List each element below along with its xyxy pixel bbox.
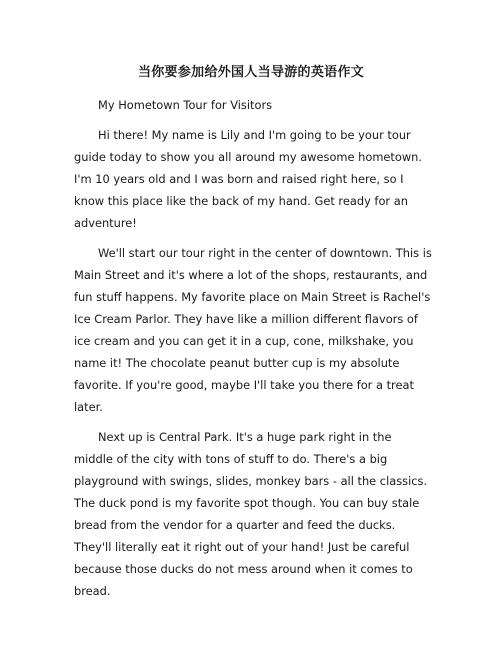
paragraph-main-street: We'll start our tour right in the center of downtown. This is Main Street and it's where a lot of the shops, restaurants, and fun stuff happens. My favorite place on Main Street is Rachel's Ice Cream Parlor. They have like a million different flavors of ice cream and you can get it in a cup, cone, milkshake, you name it! The chocolate peanut butter cup is my absolute favorite. If you're good, maybe I'll take you there for a treat later. xyxy=(74,246,432,414)
document-body xyxy=(74,94,434,610)
document-title: 当你要参加给外国人当导游的英语作文 xyxy=(137,65,365,80)
paragraph-intro: Hi there! My name is Lily and I'm going to be your tour guide today to show you all around my awesome hometown. I'm 10 years old and I was born and raised right here, so I know this place like the back of my hand. Get ready for an adventure! xyxy=(74,128,423,230)
essay-title: My Hometown Tour for Visitors xyxy=(98,98,273,112)
paragraph-central-park: Next up is Central Park. It's a huge park right in the middle of the city with tons of stuff to do. There's a big playground with swings, slides, monkey bars - all the classics. The duck pond is my favorite spot though. You can buy stale bread from the vendor for a quarter and feed the ducks. They'll literally eat it right out of your hand! Just be careful because those ducks do not mess around when it comes to bread. xyxy=(74,430,428,598)
